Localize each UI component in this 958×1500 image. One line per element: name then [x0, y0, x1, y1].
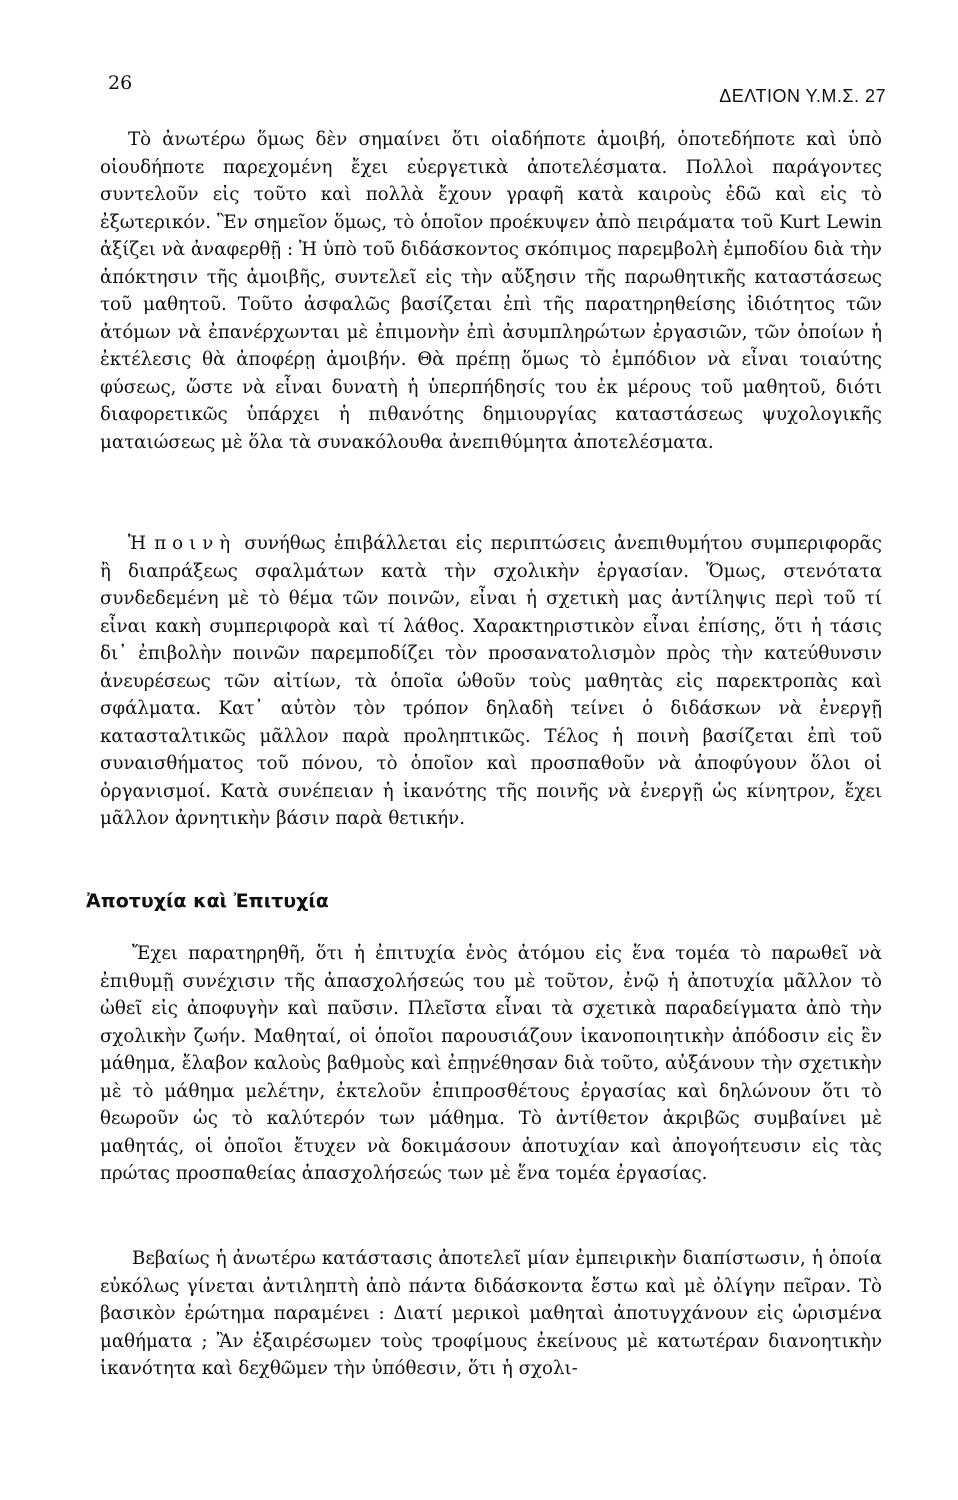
section-heading: Ἀποτυχία καὶ Ἐπιτυχία	[86, 890, 329, 912]
paragraph-lead: Ἡ	[128, 533, 147, 554]
paragraph-body: συνήθως ἐπιβάλλεται εἰς περιπτώσεις ἀνεπιθυμήτου συμπεριφορᾶς ἢ διαπράξεως σφαλμάτων κατὰ τὴν σχολικὴν ἐργασίαν. Ὅμως, στενότατα συνδεδεμένη μὲ τὸ θέμα τῶν ποινῶν, εἶναι ἡ σχετικὴ μας ἀντίληψις περὶ τοῦ τί εἶναι κακὴ συμπεριφορὰ καὶ τί λάθος. Χαρακτηριστικὸν εἶναι ἐπίσης, ὅτι ἡ τάσις δι᾽ ἐπιβολὴν ποινῶν παρεμποδίζει τὸν προσανατολισμὸν πρὸς τὴν κατεύθυνσιν ἀνευρέσεως τῶν αἰτίων, τὰ ὁποῖα ὠθοῦν τοὺς μαθητὰς εἰς παρεκτροπὰς καὶ σφάλματα. Κατ᾽ αὐτὸν τὸν τρόπον δηλαδὴ τείνει ὁ διδάσκων νὰ ἐνεργῇ κατασταλτικῶς μᾶλλον παρὰ προληπτικῶς. Τέλος ἡ ποινὴ βασίζεται ἐπὶ τοῦ συναισθήματος τοῦ πόνου, τὸ ὁποῖον καὶ προσπαθοῦν νὰ ἀποφύγουν ὅλοι οἱ ὀργανισμοί. Κατὰ συνέπειαν ἡ ἱκανότης τῆς ποινῆς νὰ ἐνεργῇ ὡς κίνητρον, ἔχει μᾶλλον ἀρνητικὴν βάσιν παρὰ θετικήν.	[100, 533, 882, 829]
spaced-term: ποινὴ	[154, 533, 237, 554]
paragraph-punishment	[100, 530, 882, 833]
page-number: 26	[108, 72, 133, 94]
running-header: ΔΕΛΤΙΟΝ Υ.Μ.Σ. 27	[719, 86, 886, 106]
paragraph-basic-question: Βεβαίως ἡ ἀνωτέρω κατάστασις ἀποτελεῖ μίαν ἐμπειρικὴν διαπίστωσιν, ἡ ὁποία εὐκόλως γίνεται ἀντιληπτὴ ἀπὸ πάντα διδάσκοντα ἔστω καὶ μὲ ὀλίγην πεῖραν. Τὸ βασικὸν ἐρώτημα παραμένει : Διατί μερικοὶ μαθηταὶ ἀποτυγχάνουν εἰς ὡρισμένα μαθήματα ; Ἂν ἐξαιρέσωμεν τοὺς τροφίμους ἐκείνους μὲ κατωτέραν διανοητικὴν ἱκανότητα καὶ δεχθῶμεν τὴν ὑπόθεσιν, ὅτι ἡ σχολι-	[100, 1248, 882, 1379]
paragraph-success-failure: Ἔχει παρατηρηθῆ, ὅτι ἡ ἐπιτυχία ἑνὸς ἀτόμου εἰς ἕνα τομέα τὸ παρωθεῖ νὰ ἐπιθυμῇ συνέχισιν τῆς ἀπασχολήσεώς του μὲ τοῦτον, ἐνῷ ἡ ἀποτυχία μᾶλλον τὸ ὠθεῖ εἰς ἀποφυγὴν καὶ παῦσιν. Πλεῖστα εἶναι τὰ σχετικὰ παραδείγματα ἀπὸ τὴν σχολικὴν ζωήν. Μαθηταί, οἱ ὁποῖοι παρουσιάζουν ἱκανοποιητικὴν ἀπόδοσιν εἰς ἓν μάθημα, ἔλαβον καλοὺς βαθμοὺς καὶ ἐπῃνέθησαν διὰ τοῦτο, αὐξάνουν τὴν σχετικὴν μὲ τὸ μάθημα μελέτην, ἐκτελοῦν ἐπιπροσθέτους ἐργασίας καὶ δηλώνουν ὅτι τὸ θεωροῦν ὡς τὸ καλύτερόν των μάθημα. Τὸ ἀντίθετον ἀκριβῶς συμβαίνει μὲ μαθητάς, οἱ ὁποῖοι ἔτυχεν νὰ δοκιμάσουν ἀποτυχίαν καὶ ἀπογοήτευσιν εἰς τὰς πρώτας προσπαθείας ἀπασχολήσεώς των μὲ ἕνα τομέα ἐργασίας.	[100, 943, 882, 1184]
paragraph-reward-obstacle: Τὸ ἀνωτέρω ὅμως δὲν σημαίνει ὅτι οἱαδήποτε ἀμοιβή, ὁποτεδήποτε καὶ ὑπὸ οἱουδήποτε παρεχομένη ἔχει εὐεργετικὰ ἀποτελέσματα. Πολλοὶ παράγοντες συντελοῦν εἰς τοῦτο καὶ πολλὰ ἔχουν γραφῆ κατὰ καιροὺς ἐδῶ καὶ εἰς τὸ ἐξωτερικόν. Ἓν σημεῖον ὅμως, τὸ ὁποῖον προέκυψεν ἀπὸ πειράματα τοῦ Kurt Lewin ἀξίζει νὰ ἀναφερθῇ : Ἡ ὑπὸ τοῦ διδάσκοντος σκόπιμος παρεμβολὴ ἐμποδίου διὰ τὴν ἀπόκτησιν τῆς ἀμοιβῆς, συντελεῖ εἰς τὴν αὔξησιν τῆς παρωθητικῆς καταστάσεως τοῦ μαθητοῦ. Τοῦτο ἀσφαλῶς βασίζεται ἐπὶ τῆς παρατηρηθείσης ἰδιότητος τῶν ἀτόμων νὰ ἐπανέρχωνται μὲ ἐπιμονὴν ἐπὶ ἀσυμπληρώτων ἐργασιῶν, τῶν ὁποίων ἡ ἐκτέλεσις θὰ ἀποφέρῃ ἀμοιβήν. Θὰ πρέπῃ ὅμως τὸ ἐμπόδιον νὰ εἶναι τοιαύτης φύσεως, ὥστε νὰ εἶναι δυνατὴ ἡ ὑπερπήδησίς του ἐκ μέρους τοῦ μαθητοῦ, διότι διαφορετικῶς ὑπάρχει ἡ πιθανότης δημιουργίας καταστάσεως ψυχολογικῆς ματαιώσεως μὲ ὅλα τὰ συνακόλουθα ἀνεπιθύμητα ἀποτελέσματα.	[100, 129, 882, 453]
